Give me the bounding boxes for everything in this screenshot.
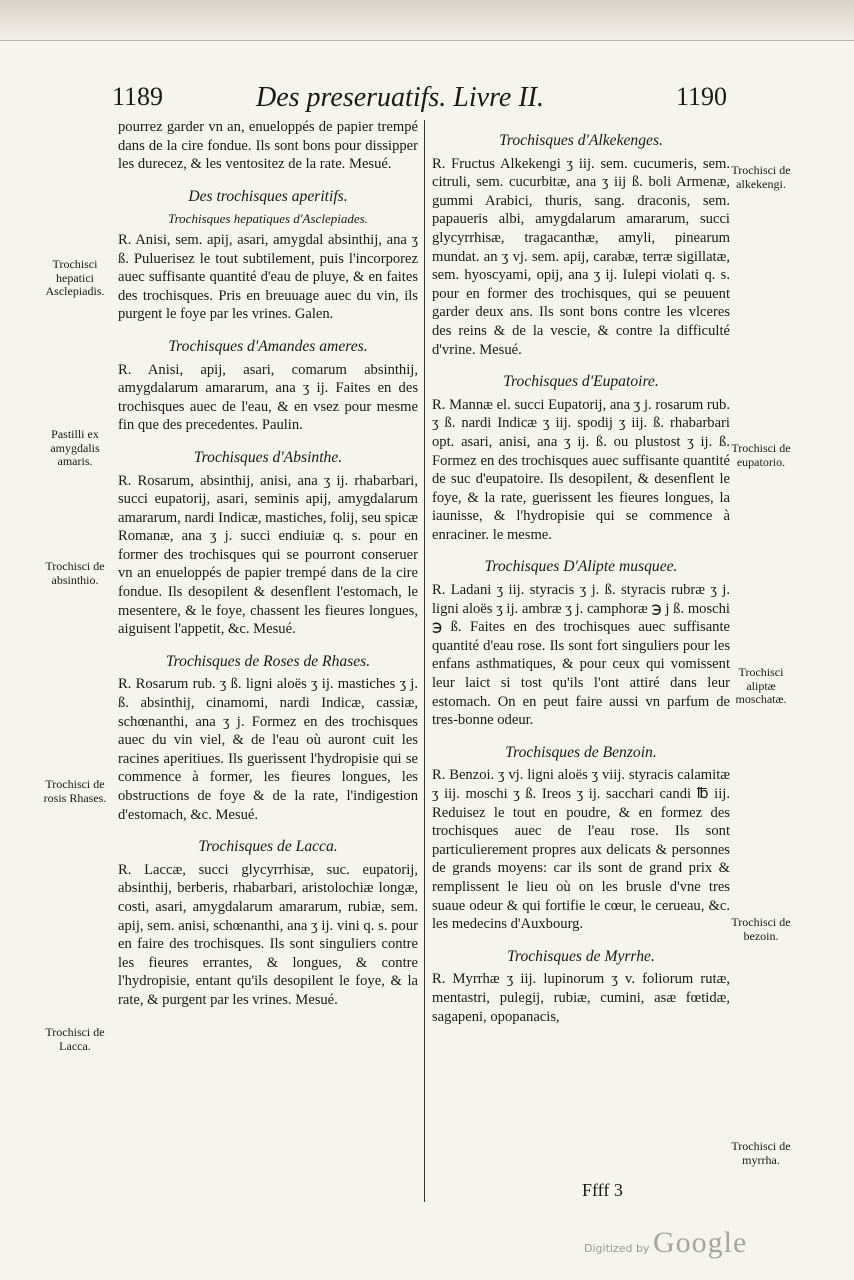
- section-heading: Trochisques d'Eupatoire.: [503, 373, 659, 391]
- margin-note-left: Trochisci de absinthio.: [45, 559, 105, 587]
- section-subheading: Trochisques hepatiques d'Asclepiades.: [168, 211, 368, 227]
- paragraph: pourrez garder vn an, enueloppés de papier trempé dans de la cire fondue. Ils sont bons pour dissipper les durecez, & les ventositez de la rate. Mesué.: [118, 119, 418, 173]
- left-column: [118, 118, 418, 1010]
- paragraph: R. Fructus Alkekengi ʒ iij. sem. cucumeris, sem. citruli, sem. cucurbitæ, ana ʒ iij ß. boli Armenæ, gummi Arabici, thuris, sang. draconis, sem. papaueris albi, amygdalarum amararum, succi glycyrrhisæ, tragacanthæ, amyli, pinearum mundat. an ʒ vj. sem. apij, carabæ, terræ sigillatæ, sem. hyoscyami, opij, ana ʒ ij. Iulepi violati q. s. pour en former des trochisques, qui se peuuent garder deux ans. Ils sont bons contre les vlceres des reins & de la vescie, & contre la difficulté d'vrine. Mesué.: [432, 155, 730, 358]
- paragraph: R. Ladani ʒ iij. styracis ʒ j. ß. styracis rubræ ʒ j. ligni aloës ʒ ij. ambræ ʒ j. camphoræ ℈ j ß. moschi ℈ ß. Faites en des trochisques auec suffisante quantité d'eau rose. Ils sont fort singuliers pour les enfans asthmatiques, & pour ceux qui vomissent leur laict si tost qu'ils l'ont attiré dans leur estomach. On en peut faire aussi vn parfum de tres-bonne odeur.: [432, 582, 730, 729]
- paragraph: R. Rosarum rub. ʒ ß. ligni aloës ʒ ij. mastiches ʒ j. ß. absinthij, cinamomi, nardi Indicæ, cassiæ, schœnanthi, ana ʒ j. Formez en des trochisques auec du vin viel, & de l'eau où auront cuit les racines aperitiues. Ils guerissent l'hydropisie qui se commence à former, les fieures longues, les obstructions de foye & de la rate, l'indigestion d'estomach, &c. Mesué.: [118, 676, 418, 823]
- left-page-number: 1189: [112, 82, 164, 111]
- margin-note-right: Trochisci aliptæ moschatæ.: [735, 665, 787, 706]
- margin-note-right: Trochisci de alkekengi.: [731, 163, 791, 191]
- column-divider: [424, 120, 425, 1202]
- section-heading: Trochisques de Roses de Rhases.: [165, 652, 371, 670]
- right-column: [432, 118, 730, 1026]
- section-heading: Trochisques d'Amandes ameres.: [168, 337, 368, 355]
- margin-note-left: Pastilli ex amygdalis amaris.: [50, 427, 100, 468]
- section-heading: Trochisques de Benzoin.: [505, 743, 657, 761]
- paragraph: R. Rosarum, absinthij, anisi, ana ʒ ij. rhabarbari, succi eupatorij, asari, seminis apij, amygdalarum amararum, nardi Indicæ, mastiches, folij, seu spicæ Romanæ, ana ʒ j. succi endiuiæ q. s. pour en former des trochisques qui se pourront conseruer vn an enueloppés de papier trempé dans de la cire fondue. Ils desopilent & desenflent l'estomach, le mesentere, & le foye, chassent les fieures longues, aiguisent l'appetit, &c. Mesué.: [118, 472, 418, 638]
- section-heading: Trochisques de Myrrhe.: [507, 947, 655, 965]
- margin-note-right: Trochisci de eupatorio.: [731, 441, 791, 469]
- digitized-label: Digitized by: [584, 1242, 650, 1255]
- margin-note-right: Trochisci de myrrha.: [731, 1139, 791, 1167]
- page-title: Des preseruatifs. Livre II.: [256, 82, 544, 113]
- margin-note-right: Trochisci de bezoin.: [731, 915, 791, 943]
- paragraph: R. Anisi, sem. apij, asari, amygdal absinthij, ana ʒ ß. Puluerisez le tout subtilement, puis l'incorporez auec suffisante quantité d'eau de pluye, & en faites des trochisques. Pris en breuuage auec du vin, ils purgent le foye par les vrines. Galen.: [118, 231, 418, 323]
- section-heading: Des trochisques aperitifs.: [188, 187, 348, 205]
- paragraph: R. Mannæ el. succi Eupatorij, ana ʒ j. rosarum rub. ʒ ß. nardi Indicæ ʒ iij. spodij ʒ iij. ß. rhabarbari opt. asari, anisi, ana ʒ ij. ß. ou plustost ʒ ij. ß. Formez en des trochisques auec suffisante quantité de suc d'eupatoire. Ils desopilent, & desenflent le foye, & la rate, guerissent les fieures longues, la iaunisse, & l'hydropisie qui se commence à enraciner. le mesme.: [432, 396, 730, 543]
- running-head: [0, 82, 854, 118]
- margin-note-left: Trochisci de Lacca.: [45, 1025, 105, 1053]
- margin-note-left: Trochisci de rosis Rhases.: [43, 777, 107, 805]
- paragraph: R. Benzoi. ʒ vj. ligni aloës ʒ viij. styracis calamitæ ʒ iij. moschi ʒ ß. Ireos ʒ ij. sacchari candi ℔ iij. Reduisez le tout en poudre, & en formez des trochisques auec de l'eau rose. Ils sont particulierement propres aux delicats & personnes de grands moyens: car ils sont de grand prix & remplissent le lieu où on les brusle d'vne tres suaue odeur & qui fortifie le cœur, le cerueau, &c. les medecins d'Auxbourg.: [432, 767, 730, 933]
- section-heading: Trochisques d'Alkekenges.: [499, 132, 663, 149]
- paragraph: R. Laccæ, succi glycyrrhisæ, suc. eupatorij, absinthij, berberis, rhabarbari, aristolochiæ longæ, costi, asari, amygdalarum amararum, rubiæ, sem. apij, sem. anisi, schœnanthi, ana ʒ ij. vini q. s. pour en faire des trochisques. Ils sont singuliers contre les fieures errantes, & longues, & contre l'hydropisie, entant qu'ils desopilent le foye, & la rate, & purgent par les vrines. Mesué.: [118, 861, 418, 1008]
- signature-mark: Ffff 3: [582, 1180, 623, 1200]
- section-heading: Trochisques D'Alipte musquee.: [484, 558, 678, 576]
- paragraph: R. Anisi, apij, asari, comarum absinthij, amygdalarum amararum, ana ʒ ij. Faites en des trochisques auec de l'eau, & en vsez pour mesme fin que des precedentes. Paulin.: [118, 361, 418, 434]
- scan-edge: [0, 0, 854, 41]
- right-page-number: 1190: [676, 82, 728, 111]
- margin-note-left: Trochisci hepatici Asclepiadis.: [45, 257, 105, 298]
- google-logo: Google: [652, 1226, 748, 1259]
- digitized-watermark: [584, 1226, 747, 1260]
- section-heading: Trochisques de Lacca.: [198, 838, 338, 856]
- section-heading: Trochisques d'Absinthe.: [193, 448, 343, 466]
- paragraph: R. Myrrhæ ʒ iij. lupinorum ʒ v. foliorum rutæ, mentastri, pulegij, rubiæ, cumini, asæ fœtidæ, sagapeni, opopanacis,: [432, 971, 730, 1025]
